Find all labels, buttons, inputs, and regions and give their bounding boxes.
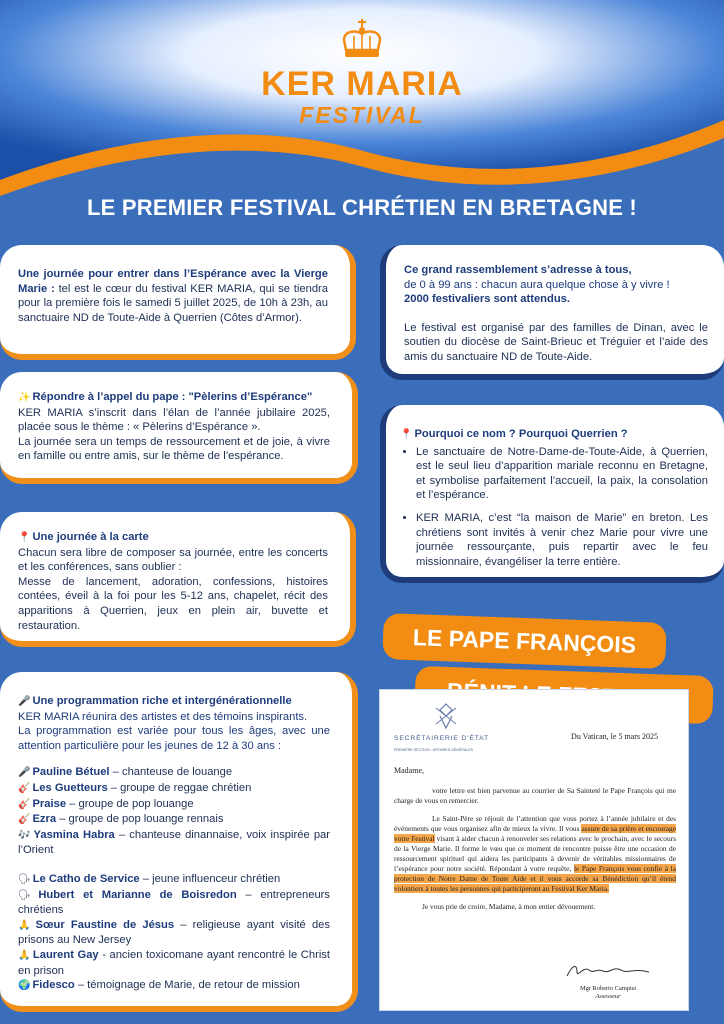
music-notes-icon: 🎶 <box>18 829 32 841</box>
speaker-icon: 🗣 <box>18 889 37 901</box>
intro-body: tel est le cœur du festival KER MARIA, qui se tiendra pour la première fois le samedi 5 juillet 2025, de 10h à 23h, au sanctuaire ND de Toute-Aide à Querrien (Côtes d’Armor). <box>18 282 328 324</box>
page-title: LE PREMIER FESTIVAL CHRÉTIEN EN BRETAGNE ! <box>87 195 637 220</box>
appel-text1: KER MARIA s’inscrit dans l’élan de l’année jubilaire 2025, placée sous le thème : « Pèlerins d’Espérance ». <box>18 406 330 434</box>
appel-text2: La journée sera un temps de ressourcement et de joie, à vivre en famille ou entre amis, sur le thème de l’espérance. <box>18 435 330 463</box>
list-item: 🎸 Ezra – groupe de pop louange rennais <box>18 813 224 826</box>
list-item: 🌍 Fidesco – témoignage de Marie, de retour de mission <box>18 979 300 992</box>
nom-card <box>380 405 724 583</box>
nom-title: Pourquoi ce nom ? Pourquoi Querrien ? <box>414 428 628 440</box>
witnesses-list <box>18 872 330 994</box>
vatican-letter <box>380 690 688 1010</box>
intro-lead: Une journée pour entrer dans l’Espérance avec la Vierge Marie : <box>18 268 328 295</box>
list-item: 🎶 Yasmina Habra – chanteuse dinannaise, voix inspirée par l’Orient <box>18 828 331 857</box>
praying-hands-icon: 🙏 <box>18 919 34 931</box>
guitar-icon: 🎸 <box>18 782 31 794</box>
programme-text1: KER MARIA réunira des artistes et des témoins inspirants. <box>18 710 308 723</box>
microphone-icon: 🎤 <box>18 696 31 707</box>
letter-date: Du Vatican, le 5 mars 2025 <box>571 732 658 741</box>
festival-logo <box>0 18 724 128</box>
letter-section: PREMIÈRE SECTION - AFFAIRES GÉNÉRALES <box>394 748 474 752</box>
audience-line2: de 0 à 99 ans : chacun aura quelque chose à y vivre ! <box>404 278 670 291</box>
highlight: assure de sa prière et encourage votre Festival <box>394 824 676 843</box>
guitar-icon: 🎸 <box>18 798 31 810</box>
list-item: 🗣 Le Catho de Service – jeune influenceur chrétien <box>18 872 281 885</box>
banner-line1: LE PAPE FRANÇOIS <box>382 613 666 669</box>
letter-p1: votre lettre est bien parvenue au courrier de Sa Sainteté le Pape François qui me charge de vous en remercier. <box>394 786 676 805</box>
pin-icon: 📍 <box>18 532 31 543</box>
carte-text1: Chacun sera libre de composer sa journée, entre les concerts et les conférences, sans oublier : <box>18 546 328 574</box>
list-item: 🙏 Sœur Faustine de Jésus – religieuse ayant visité des prisons au New Jersey <box>18 918 331 947</box>
microphone-icon: 🎤 <box>18 767 31 779</box>
pin-icon: 📍 <box>400 429 413 440</box>
audience-card <box>380 245 724 380</box>
intro-text <box>18 267 328 325</box>
list-item: 🎸 Praise – groupe de pop louange <box>18 797 194 810</box>
globe-icon: 🌍 <box>18 980 31 992</box>
programme-title: Une programmation riche et intergénérationnelle <box>32 695 292 707</box>
programme-card <box>0 672 358 1012</box>
speaker-icon: 🗣 <box>18 873 31 885</box>
audience-text: Le festival est organisé par des familles de Dinan, avec le soutien du diocèse de Saint-Brieuc et Tréguier et l’aide des amis du sanctuaire ND de Toute-Aide. <box>404 321 708 363</box>
sparkles-icon: ✨ <box>18 392 31 403</box>
list-item: 🎸 Les Guetteurs – groupe de reggae chrétien <box>18 781 252 794</box>
list-item: 🗣 Hubert et Marianne de Boisredon – entrepreneurs chrétiens <box>18 888 331 917</box>
praying-hands-icon: 🙏 <box>18 949 31 961</box>
list-item: • Le sanctuaire de Notre-Dame-de-Toute-Aide, à Querrien, est le seul lieu d’apparition mariale reconnu en Bretagne, et symbolise parfaitement l’accueil, la paix, la consolation et l’espérance. <box>416 445 708 503</box>
logo-title: KER MARIA <box>261 65 463 103</box>
audience-line3: 2000 festivaliers sont attendus. <box>404 293 571 306</box>
guitar-icon: 🎸 <box>18 814 31 826</box>
letter-p2: Le Saint-Père se réjouit de l’attention que vous portez à l’année jubilaire et des évènements que vous organisez afin de mieux la vivre. Il vous assure de sa prière et encourage votre Festival visant à aider chacun à renouveler ses relations avec le prochain, avec le secours de la Vierge Marie. Il forme le vœu que ce moment de rencontre puisse être une occasion de ressourcement spirituel qui aidera les participants à devenir de véritables missionnaires de l’espérance pour notre société. Répondant à votre requête, le Pape François vous confie à la protection de Notre Dame de Toute Aide et il vous accorde sa Bénédiction qu’il étend volontiers à toutes les personnes qui participeront au Festival Ker Maria. <box>394 814 676 893</box>
artists-list <box>18 765 330 858</box>
carte-title: Une journée à la carte <box>32 531 149 543</box>
list-item: • KER MARIA, c’est “la maison de Marie” en breton. Les chrétiens sont invités à venir chez Marie pour vivre une journée ressourçante, puis repartir avec le feu missionnaire, évangéliser la terre entière. <box>416 511 708 569</box>
nom-list <box>400 445 708 570</box>
audience-lead: Ce grand rassemblement s’adresse à tous, <box>404 264 632 276</box>
appel-card <box>0 372 358 484</box>
logo-subtitle: FESTIVAL <box>299 102 425 128</box>
carte-text2: Messe de lancement, adoration, confessions, histoires contées, éveil à la foi pour les 5-12 ans, chapelet, récit des apparitions à Querrien, jeux en plein air, buvette et restauration. <box>18 575 328 632</box>
crown-icon <box>338 18 386 62</box>
list-item: 🎤 Pauline Bétuel – chanteuse de louange <box>18 766 233 779</box>
carte-card <box>0 512 356 647</box>
highlight: le Pape François vous confie à la protection de Notre Dame de Toute Aide et il vous accorde sa Bénédiction qu’il étend volontiers à toutes les personnes qui participeront au Festival Ker Maria. <box>394 864 676 893</box>
programme-text2: La programmation est variée pour tous les âges, avec une attention particulière pour les jeunes de 12 à 30 ans : <box>18 725 330 752</box>
papal-emblem-icon <box>432 702 460 730</box>
appel-title: Répondre à l’appel du pape : "Pèlerins d’Espérance" <box>32 391 313 403</box>
list-item: 🙏 Laurent Gay - ancien toxicomane ayant rencontré le Christ en prison <box>18 948 331 977</box>
letter-org: SECRÉTAIRERIE D’ÉTAT <box>394 735 489 742</box>
letter-role: Assesseur <box>595 993 621 1000</box>
letter-signer: Mgr Roberto Campisi <box>579 985 637 992</box>
letter-header <box>394 702 676 760</box>
letter-p3: Je vous prie de croire, Madame, à mon entier dévouement. <box>422 902 596 911</box>
signature-icon <box>563 962 653 982</box>
letter-salutation: Madame, <box>394 766 424 775</box>
letter-signature <box>548 962 668 1001</box>
intro-card <box>0 245 356 360</box>
